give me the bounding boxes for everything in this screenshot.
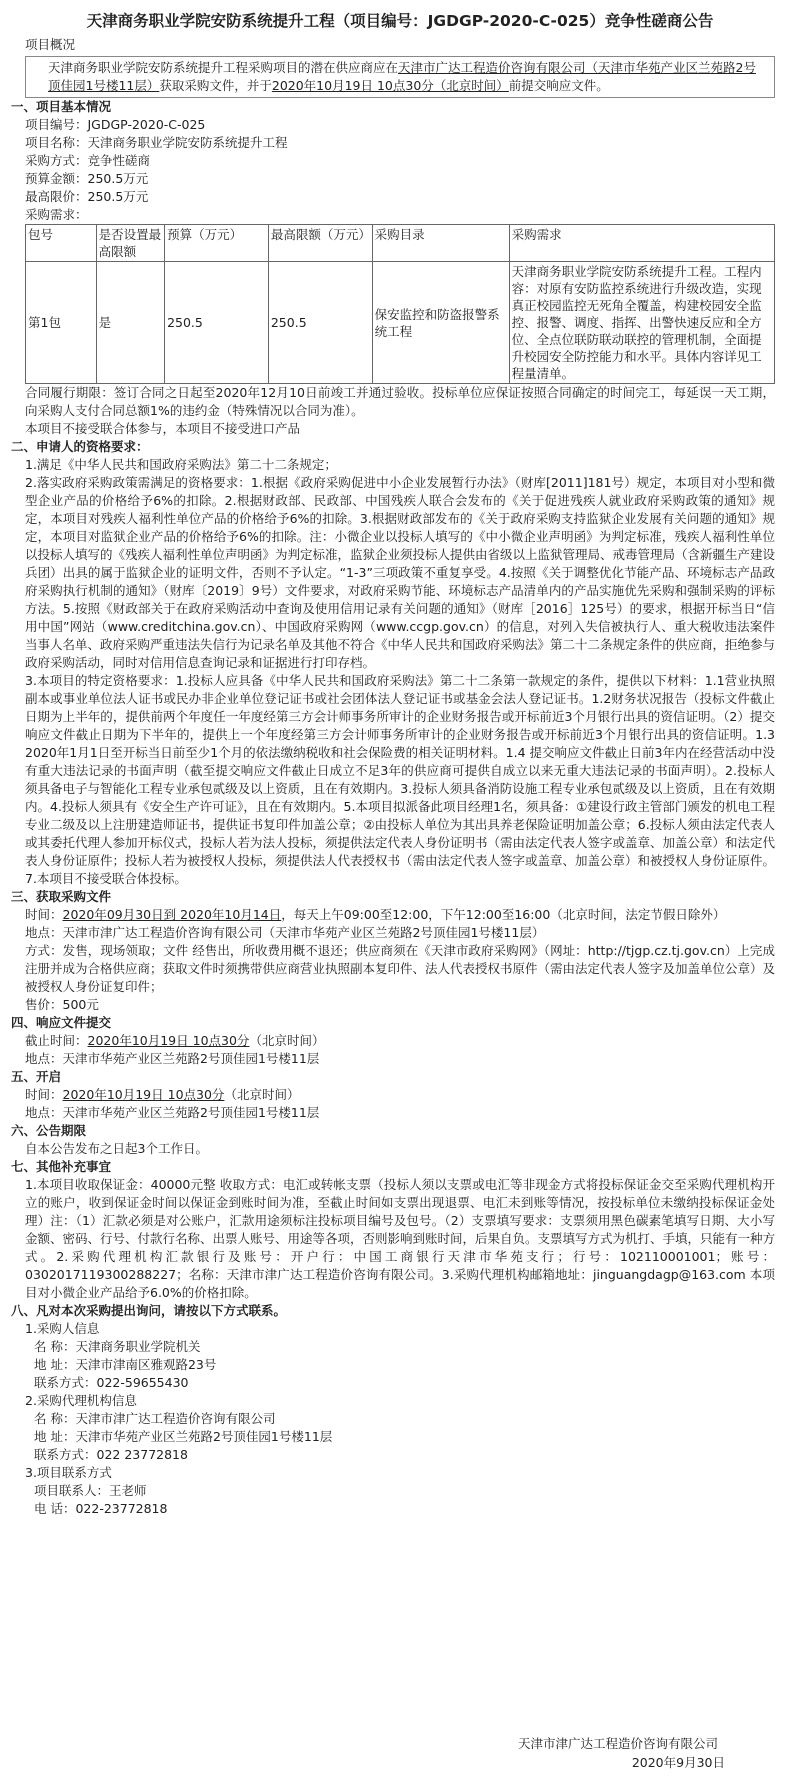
agent-phone: 联系方式：022 23772818 bbox=[34, 1447, 188, 1462]
qualification-1: 1.满足《中华人民共和国政府采购法》第二十二条规定； bbox=[25, 457, 337, 472]
table-cell: 保安监控和防盗报警系统工程 bbox=[372, 262, 509, 384]
acquire-time-label: 时间： bbox=[25, 907, 63, 922]
table-header: 最高限额（万元） bbox=[268, 225, 372, 262]
submit-deadline-rest: （北京时间） bbox=[249, 1033, 325, 1048]
submit-deadline-label: 截止时间： bbox=[25, 1033, 88, 1048]
open-time bbox=[25, 1086, 775, 1104]
qualification-2: 2.落实政府采购政策需满足的资格要求：1.根据《政府采购促进中小企业发展暂行办法》（财库[2011]181号）规定，本项目对小型和微型企业产品的价格给予6%的扣除。2.根据财政部、民政部、中国残疾人联合会发布的《关于促进残疾人就业政府采购政策的通知》规定，本项目对残疾人福利性单位产品的价格给予6%的扣除。3.根据财政部发布的《关于政府采购支持监狱企业发展有关问题的通知》规定，本项目对监狱企业产品的价格给予6%的扣除。注：小微企业以投标人填写的《中小微企业声明函》为判定标准，残疾人福利性单位以投标人填写的《残疾人福利性单位声明函》为判定标准，监狱企业须投标人提供由省级以上监狱管理局、戒毒管理局（含新疆生产建设兵团）出具的属于监狱企业的证明文件，否则不予认定。“1-3”三项政策不重复享受。4.按照《关于调整优化节能产品、环境标志产品政府采购执行机制的通知》（财库〔2019〕9号）文件要求，对政府采购节能、环境标志产品清单内的产品实施优先采购和强制采购的评标方法。5.按照《财政部关于在政府采购活动中查询及使用信用记录有关问题的通知》（财库［2016］125号）的要求，根据开标当日“信用中国”网站（www.creditchina.gov.cn）、中国政府采购网（www.ccgp.gov.cn）的信息，对列入失信被执行人、重大税收违法案件当事人名单、政府采购严重违法失信行为记录名单及其他不符合《中华人民共和国政府采购法》第二十二条规定条件的供应商，拒绝参与政府采购活动，同时对信用信息查询记录和证据进行打印存档。 bbox=[25, 475, 776, 670]
acquire-time-rest: ，每天上午09:00至12:00，下午12:00至16:00（北京时间，法定节假日除外） bbox=[281, 907, 726, 922]
other-matters: 1.本项目收取保证金：40000元整 收取方式：电汇或转帐支票（投标人须以支票或电汇等非现金方式将投标保证金交至采购代理机构开立的账户，收到保证金时间以保证金到账时间为准，至截止时间如支票出现退票、电汇未到账等情况，按投标单位未缴纳投标保证金处理）注：（1）汇款必须是对公账户，汇款用途须标注投标项目编号及包号。（2）支票填写要求：支票须用黑色碳素笔填写日期、大小写金额、密码、行号、付款行名称、出票人账号、用途等各项，否则影响到账时间，后果自负。支票填写方式为机打、手填，只能有一种方式。2.采购代理机构汇款银行及账号：开户行：中国工商银行天津市华苑支行；行号：102110001001；账号：0302017119300288227；名称：天津市津广达工程造价咨询有限公司。3.采购代理机构邮箱地址：jinguangdagp@163.com 本项目对小微企业产品给予6.0%的价格扣除。 bbox=[25, 1177, 776, 1300]
contact-label: 3.项目联系方式 bbox=[25, 1465, 112, 1480]
overview-text-c: 前提交响应文件。 bbox=[508, 78, 609, 93]
contract-period: 合同履行期限：签订合同之日起至2020年12月10日前竣工并通过验收。投标单位应保证按照合同确定的时间完工，每延误一天工期，向采购人支付合同总额1%的违约金（特殊情况以合同为准）。 bbox=[25, 385, 775, 418]
table-cell: 天津商务职业学院安防系统提升工程。工程内容：对原有安防监控系统进行升级改造，实现真正校园监控无死角全覆盖，构建校园安全监控、报警、调度、指挥、出警快速反应和全方位、全点位联防联动联控的管理机制，全面提升校园安全防控能力和水平。具体内容详见工程量清单。 bbox=[509, 262, 774, 384]
agent-name: 名 称：天津市津广达工程造价咨询有限公司 bbox=[34, 1411, 276, 1426]
overview-box bbox=[25, 56, 775, 98]
agent-address: 地 址：天津市华苑产业区兰苑路2号顶佳园1号楼11层 bbox=[34, 1429, 333, 1444]
section-7-heading: 七、其他补充事宜 bbox=[11, 1159, 112, 1174]
table-header: 预算（万元） bbox=[165, 225, 269, 262]
page-title: 天津商务职业学院安防系统提升工程（项目编号：JGDGP-2020-C-025）竞争性磋商公告 bbox=[86, 12, 714, 30]
section-5-heading: 五、开启 bbox=[11, 1069, 62, 1084]
project-number: 项目编号：JGDGP-2020-C-025 bbox=[25, 117, 206, 132]
budget-amount: 预算金额：250.5万元 bbox=[25, 171, 149, 186]
table-cell: 250.5 bbox=[268, 262, 372, 384]
no-consortium-note: 本项目不接受联合体参与，本项目不接受进口产品 bbox=[25, 421, 301, 436]
overview-location: 天津市广达工程造价咨询有限公司（天津市华苑产业区兰苑路2号顶佳园1号楼11层） bbox=[48, 60, 756, 93]
buyer-address: 地 址：天津市津南区雅观路23号 bbox=[34, 1357, 217, 1372]
agent-label: 2.采购代理机构信息 bbox=[25, 1393, 137, 1408]
signature-date: 2020年9月30日 bbox=[631, 1755, 725, 1770]
section-1-heading: 一、项目基本情况 bbox=[11, 99, 112, 114]
table-row bbox=[26, 262, 775, 384]
max-price: 最高限价：250.5万元 bbox=[25, 189, 149, 204]
contact-phone: 电 话：022-23772818 bbox=[34, 1501, 168, 1516]
submit-deadline-time: 2020年10月19日 10点30分 bbox=[87, 1033, 250, 1048]
requirement-label: 采购需求： bbox=[25, 207, 88, 222]
submit-place: 地点：天津市华苑产业区兰苑路2号顶佳园1号楼11层 bbox=[25, 1051, 320, 1066]
acquire-time bbox=[25, 906, 775, 924]
table-header: 包号 bbox=[26, 225, 97, 262]
section-4-heading: 四、响应文件提交 bbox=[11, 1015, 112, 1030]
project-name: 项目名称：天津商务职业学院安防系统提升工程 bbox=[25, 135, 288, 150]
table-cell: 250.5 bbox=[165, 262, 269, 384]
buyer-label: 1.采购人信息 bbox=[25, 1321, 100, 1336]
section-8-heading: 八、凡对本次采购提出询问，请按以下方式联系。 bbox=[11, 1303, 287, 1318]
signature-org: 天津市津广达工程造价咨询有限公司 bbox=[517, 1736, 718, 1751]
acquire-place: 地点：天津市津广达工程造价咨询有限公司（天津市华苑产业区兰苑路2号顶佳园1号楼11层） bbox=[25, 925, 545, 940]
buyer-phone: 联系方式：022-59655430 bbox=[34, 1375, 189, 1390]
overview-label: 项目概况 bbox=[25, 37, 76, 52]
contact-person: 项目联系人：王老师 bbox=[34, 1483, 147, 1498]
submit-deadline bbox=[25, 1032, 775, 1050]
section-2-heading: 二、申请人的资格要求： bbox=[11, 439, 149, 454]
acquire-time-range: 2020年09月30日到 2020年10月14日 bbox=[62, 907, 282, 922]
table-header: 是否设置最高限额 bbox=[96, 225, 164, 262]
acquire-method: 方式：发售，现场领取；文件 经售出，所收费用概不退还；供应商须在《天津市政府采购网》（网址：http://tjgp.cz.tj.gov.cn）上完成注册并成为合格供应商；获取文件时须携带供应商营业执照副本复印件、法人代表授权书原件（需由法定代表人签字及加盖单位公章）及被授权人身份证复印件； bbox=[25, 943, 776, 994]
buyer-name: 名 称：天津商务职业学院机关 bbox=[34, 1339, 201, 1354]
qualification-3: 3.本项目的特定资格要求：1.投标人应具备《中华人民共和国政府采购法》第二十二条第一款规定的条件，提供以下材料：1.1营业执照副本或事业单位法人证书或民办非企业单位登记证书或社会团体法人登记证书或基金会法人登记证书。1.2财务状况报告（投标文件截止日期为上半年的，提供前两个年度任一年度经第三方会计师事务所审计的企业财务报告或开标前近3个月银行出具的资信证明。（2）提交响应文件截止日期为下半年的，提供上一个年度经第三方会计师事务所审计的企业财务报告或开标前近3个月银行出具的资信证明。1.3 2020年1月1日至开标当日前至少1个月的依法缴纳税收和社会保险费的相关证明材料。1.4 提交响应文件截止日前3年内在经营活动中没有重大违法记录的书面声明（截至提交响应文件截止日成立不足3年的供应商可提供自成立以来无重大违法记录的书面声明）。2.投标人须具备电子与智能化工程专业承包贰级及以上资质，且在有效期内。3.投标人须具备消防设施工程专业承包贰级及以上资质，且在有效期内。4.投标人须具有《安全生产许可证》，且在有效期内。5.本项目拟派备此项目经理1名，须具备：①建设行政主管部门颁发的机电工程专业二级及以上注册建造师证书，提供证书复印件加盖公章；②由投标人单位为其出具养老保险证明加盖公章；6.投标人须由法定代表人或其委托代理人参加开标仪式，投标人若为法人投标，须提供法定代表人身份证明书（需由法定代表人签字或盖章、加盖公章）和法定代表人身份证原件；投标人若为被授权人投标，须提供法人代表授权书（需由法定代表人签字或盖章、加盖公章）和被授权人身份证原件。7.本项目不接受联合体投标。 bbox=[25, 673, 776, 886]
table-header: 采购需求 bbox=[509, 225, 774, 262]
overview-text-a: 天津商务职业学院安防系统提升工程采购项目的潜在供应商应在 bbox=[48, 60, 399, 75]
procurement-method: 采购方式：竞争性磋商 bbox=[25, 153, 151, 168]
table-header: 采购目录 bbox=[372, 225, 509, 262]
section-3-heading: 三、获取采购文件 bbox=[11, 889, 112, 904]
open-place: 地点：天津市华苑产业区兰苑路2号顶佳园1号楼11层 bbox=[25, 1105, 320, 1120]
overview-deadline: 2020年10月19日 10点30分（北京时间） bbox=[271, 78, 509, 93]
section-6-heading: 六、公告期限 bbox=[11, 1123, 87, 1138]
table-cell: 第1包 bbox=[26, 262, 97, 384]
open-time-label: 时间： bbox=[25, 1087, 63, 1102]
table-cell: 是 bbox=[96, 262, 164, 384]
acquire-price: 售价：500元 bbox=[25, 997, 99, 1012]
overview-text-b: 获取采购文件，并于 bbox=[159, 78, 272, 93]
open-time-rest: （北京时间） bbox=[224, 1087, 300, 1102]
table-header-row bbox=[26, 225, 775, 262]
open-time-value: 2020年10月19日 10点30分 bbox=[62, 1087, 225, 1102]
announcement-period: 自本公告发布之日起3个工作日。 bbox=[25, 1141, 208, 1156]
requirement-table bbox=[25, 224, 775, 384]
